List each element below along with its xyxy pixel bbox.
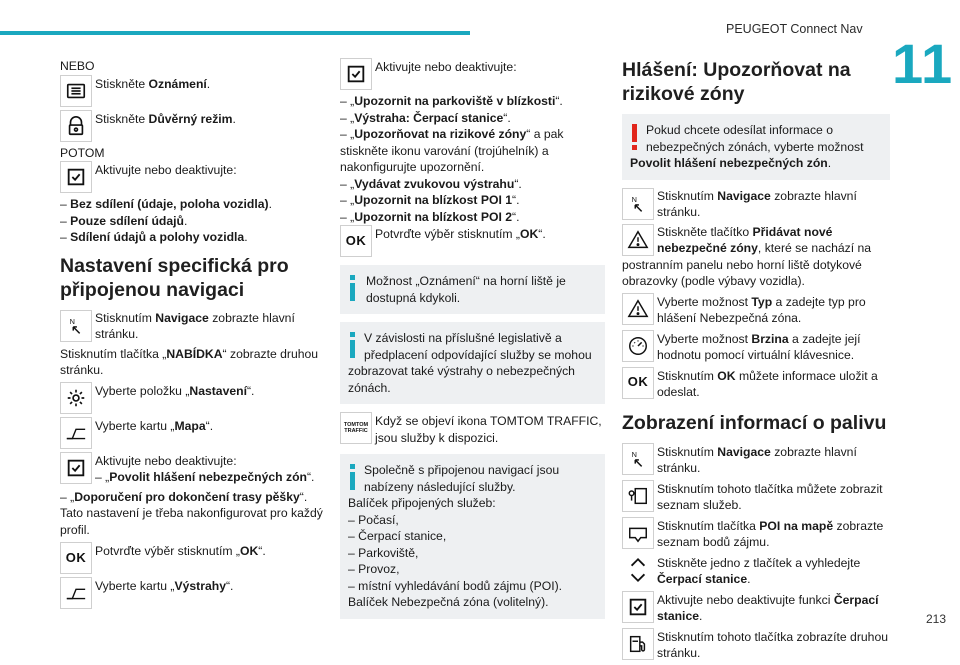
warning-triangle-icon — [627, 229, 649, 251]
checkbox-button-4[interactable] — [622, 591, 654, 623]
alert-options: – „Upozornit na parkoviště v blízkosti“. – „Výstraha: Čerpací stanice“. – „Upozorňovat na rizikové zóny“ a pak stiskněte ikonu varování (trojúhelník) a nakonfigurujte upozornění. – „Vydávat zvukovou výstrahu“. – „Upozornit na blízkost POI 1“. – „Upozornit na blízkost POI 2“. — [340, 94, 564, 224]
step-privacy: Stiskněte Důvěrný režim. — [60, 110, 330, 142]
services-list: – Počasí, – Čerpací stanice, – Parkoviště, – Provoz, – místní vyhledávání bodů zájmu (POI). — [348, 512, 563, 593]
navigation-button-2[interactable] — [622, 188, 654, 220]
column-3 — [622, 58, 890, 665]
checkbox-icon — [65, 166, 87, 188]
sharing-options: – Bez sdílení (údaje, poloha vozidla). – Pouze sdílení údajů. – Sdílení údajů a polohy vozidla. — [60, 197, 272, 244]
step-activate-alerts: Aktivujte nebo deaktivujte: — [340, 58, 605, 90]
navigation-button[interactable] — [60, 310, 92, 342]
checkbox-button-3[interactable] — [340, 58, 372, 90]
ok-button-3[interactable]: OK — [622, 367, 654, 399]
info-note-services: Společně s připojenou navigací jsou nabízeny následující služby. Balíček připojených služeb: – Počasí, – Čerpací stanice, – Parkoviště, – Provoz, – místní vyhledávání bodů zájmu (POI). Balíček Nebezpečná zóna (volitelný). — [340, 454, 605, 619]
step-services: Stisknutím tohoto tlačítka můžete zobrazit seznam služeb. — [622, 480, 890, 514]
manual-title: PEUGEOT Connect Nav — [726, 22, 863, 36]
scroll-up-button[interactable] — [622, 554, 654, 570]
map-tab-button[interactable] — [60, 417, 92, 449]
speed-button[interactable] — [622, 330, 654, 362]
navigation-north-icon — [627, 193, 649, 215]
navigation-button-3[interactable] — [622, 443, 654, 475]
chapter-number: 11 — [892, 32, 954, 95]
poi-map-icon — [627, 522, 649, 544]
step-activate: Aktivujte nebo deaktivujte: — [60, 161, 330, 193]
svg-text:N: N — [631, 194, 637, 204]
page-number: 213 — [925, 612, 946, 626]
ok-button[interactable]: OK — [60, 542, 92, 574]
step-confirm: OK Potvrďte výběr stisknutím „OK“. — [60, 542, 330, 574]
gear-icon — [65, 387, 87, 409]
step-confirm-2: OK Potvrďte výběr stisknutím „OK“. — [340, 225, 605, 257]
scroll-down-button[interactable] — [622, 570, 654, 586]
info-icon — [348, 330, 358, 360]
potom-label: POTOM — [60, 145, 105, 160]
menu-paragraph: Stisknutím tlačítka „NABÍDKA“ zobrazte druhou stránku. — [60, 346, 319, 377]
profile-note: Tato nastavení je třeba nakonfigurovat pro každý profil. — [60, 506, 323, 537]
step-speed: Vyberte možnost Brzina a zadejte její hodnotu pomocí virtuální klávesnice. — [622, 330, 890, 364]
step-navigation-2: N Stisknutím Navigace zobrazte hlavní stránku. — [622, 188, 890, 221]
info-icon — [348, 273, 358, 303]
tomtom-traffic-icon: TOMTOM TRAFFIC — [343, 422, 369, 434]
privacy-lock-icon — [65, 115, 87, 137]
navigation-north-icon — [65, 315, 87, 337]
chevron-up-icon — [627, 556, 649, 568]
nebo-label: NEBO — [60, 59, 95, 73]
checkbox-button[interactable] — [60, 161, 92, 193]
alerts-tab-button[interactable] — [60, 577, 92, 609]
step-navigation-3: N Stisknutím Navigace zobrazte hlavní stránku. — [622, 443, 890, 477]
header-accent-bar — [0, 31, 470, 35]
step-map-tab: Vyberte kartu „Mapa“. — [60, 417, 330, 449]
svg-text:N: N — [69, 316, 75, 326]
tab-icon — [65, 422, 87, 444]
tab-icon — [65, 582, 87, 604]
checkbox-icon — [65, 457, 87, 479]
warning-icon — [630, 122, 640, 152]
services-list-icon — [627, 485, 649, 507]
warning-note: Pokud chcete odesílat informace o nebezpečných zónách, vyberte možnost Povolit hlášení nebezpečných zón. — [622, 114, 890, 180]
notifications-icon — [65, 80, 87, 102]
add-danger-zone-button[interactable] — [622, 224, 654, 256]
step-poi: Stisknutím tlačítka POI na mapě zobrazte seznam bodů zájmu. — [622, 517, 890, 551]
settings-button[interactable] — [60, 382, 92, 414]
privacy-mode-button[interactable] — [60, 110, 92, 142]
step-save: OK Stisknutím OK můžete informace uložit a odeslat. — [622, 367, 890, 401]
svg-text:N: N — [631, 449, 637, 459]
navigation-north-icon — [627, 448, 649, 470]
info-icon — [348, 462, 358, 492]
step-alerts-tab: Vyberte kartu „Výstrahy“. — [60, 577, 330, 609]
checkbox-icon — [627, 596, 649, 618]
info-note-legislation: V závislosti na příslušné legislativě a předplacení odpovídající služby se mohou zobrazovat také výstrahy o nebezpečných zónách. — [340, 322, 605, 404]
poi-map-button[interactable] — [622, 517, 654, 549]
speedometer-icon — [627, 335, 649, 357]
fuel-pump-button[interactable] — [622, 628, 654, 660]
step-tomtom: TOMTOM TRAFFIC Když se objeví ikona TOMTOM TRAFFIC, jsou služby k dispozici. — [340, 412, 605, 446]
checkbox-button-2[interactable] — [60, 452, 92, 484]
warning-triangle-icon — [627, 298, 649, 320]
chevron-down-icon — [627, 572, 649, 584]
section-heading-danger-zones: Hlášení: Upozorňovat na rizikové zóny — [622, 59, 851, 105]
section-heading-fuel: Zobrazení informací o palivu — [622, 411, 887, 434]
type-button[interactable] — [622, 293, 654, 325]
ok-button-2[interactable]: OK — [340, 225, 372, 257]
checkbox-icon — [345, 63, 367, 85]
services-button[interactable] — [622, 480, 654, 512]
step-activate-2: Aktivujte nebo deaktivujte: – „Povolit hlášení nebezpečných zón“. — [60, 452, 330, 486]
step-scroll: Stiskněte jedno z tlačítek a vyhledejte Čerpací stanice. — [622, 554, 890, 588]
info-note-notifications: Možnost „Oznámení“ na horní liště je dostupná kdykoli. — [340, 265, 605, 314]
step-navigation: N Stisknutím Navigace zobrazte hlavní stránku. — [60, 310, 330, 343]
fuel-pump-icon — [627, 633, 649, 655]
step-fuel-toggle: Aktivujte nebo deaktivujte funkci Čerpací stanice. — [622, 591, 890, 625]
tomtom-traffic-indicator — [340, 412, 372, 444]
column-2 — [340, 58, 605, 627]
notifications-button[interactable] — [60, 75, 92, 107]
step-notifications: Stiskněte Oznámení. — [60, 75, 330, 107]
step-add-danger-zone: Stiskněte tlačítko Přidávat nové nebezpečné zóny, které se nachází na postranním panelu nebo horní liště dotykové obrazovky (podle výbavy vozidla). — [622, 224, 872, 288]
step-type: Vyberte možnost Typ a zadejte typ pro hlášení Nebezpečná zóna. — [622, 293, 890, 327]
column-1 — [60, 58, 330, 612]
step-settings: Vyberte položku „Nastavení“. — [60, 382, 330, 414]
section-heading-connected-nav: Nastavení specifická pro připojenou navigaci — [60, 254, 289, 301]
walking-option: – „Doporučení pro dokončení trasy pěšky“. — [60, 489, 308, 504]
step-fuel-page: Stisknutím tohoto tlačítka zobrazíte druhou stránku. — [622, 628, 890, 662]
